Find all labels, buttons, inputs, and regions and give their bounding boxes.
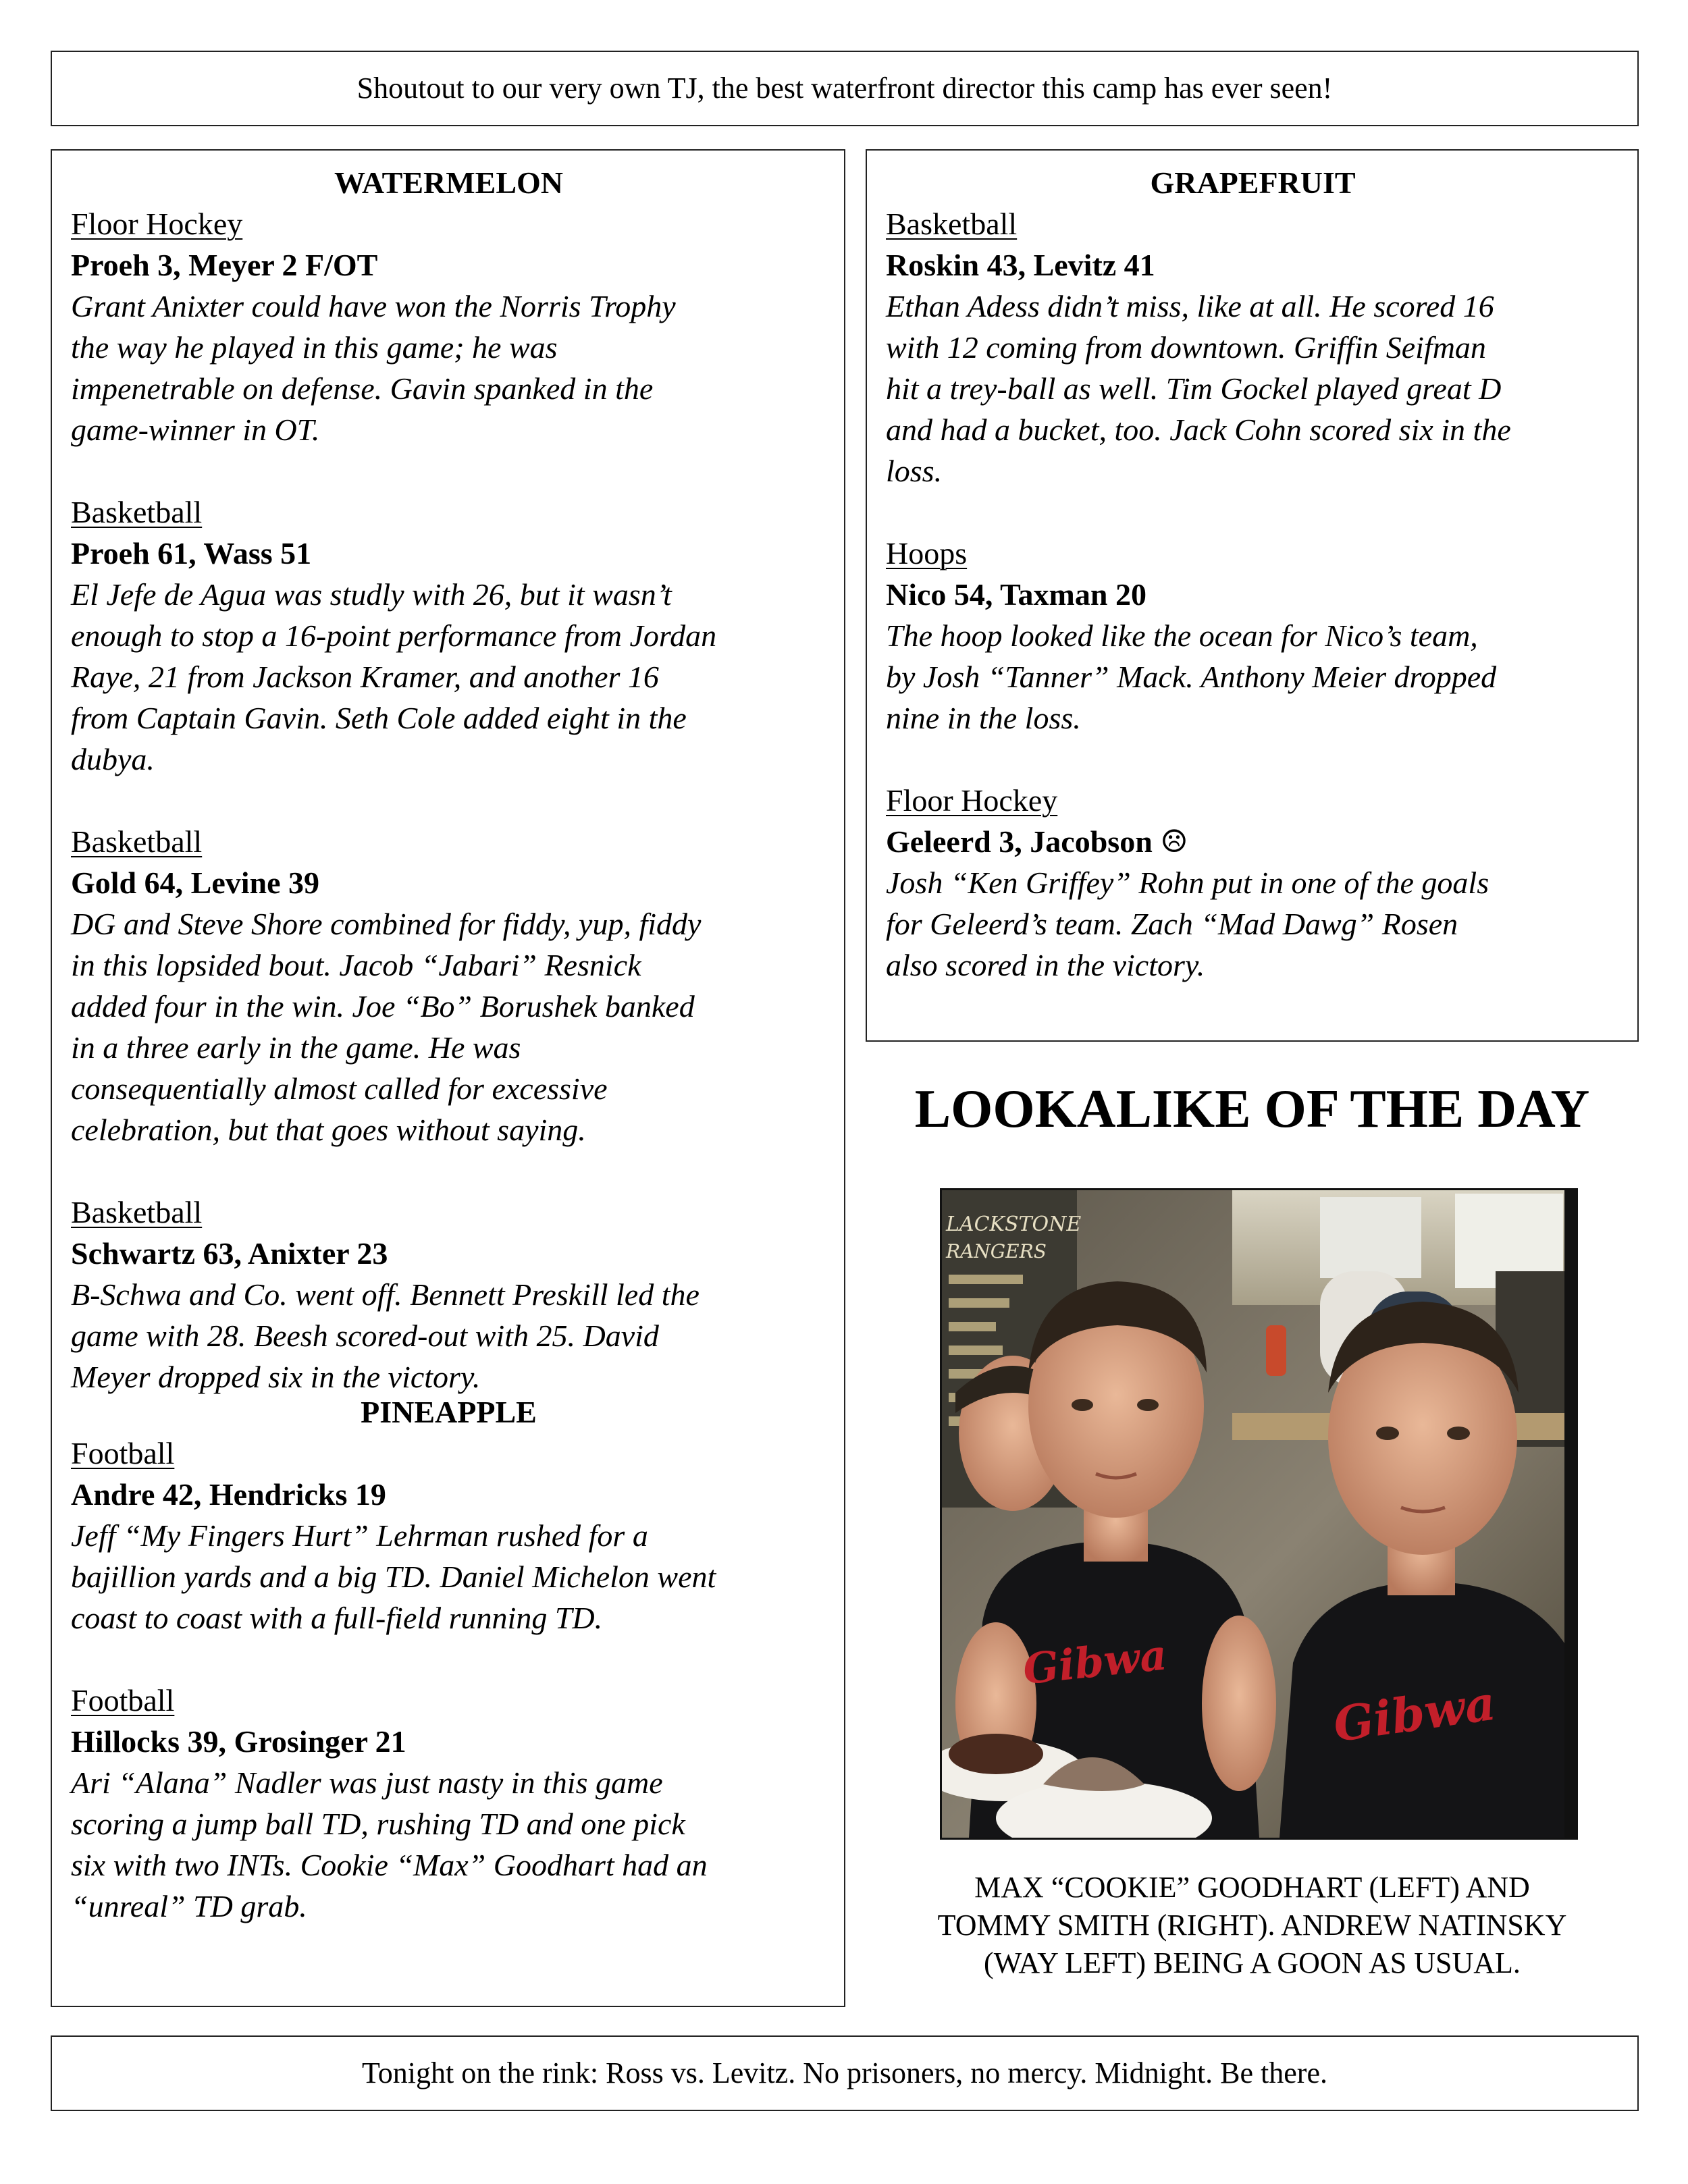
sport-label: Floor Hockey (886, 783, 1058, 818)
photo-shirt-left-text: Gibwa (1020, 1630, 1169, 1695)
game-recap-line: El Jefe de Agua was studly with 26, but it wasn’t (71, 577, 672, 612)
game-recap-line: The hoop looked like the ocean for Nico’s team, (886, 618, 1478, 653)
game-recap-line: nine in the loss. (886, 701, 1081, 735)
game-recap-line: the way he played in this game; he was (71, 330, 558, 365)
game-recap-line: Grant Anixter could have won the Norris Trophy (71, 289, 676, 323)
game-recap-line: Meyer dropped six in the victory. (71, 1360, 481, 1394)
game-recap-line: also scored in the victory. (886, 948, 1205, 982)
game-score: Proeh 3, Meyer 2 F/OT (71, 248, 378, 282)
game-score: Hillocks 39, Grosinger 21 (71, 1724, 406, 1759)
game-recap-line: six with two INTs. Cookie “Max” Goodhart had an (71, 1848, 708, 1882)
top-shoutout-banner (51, 51, 1639, 126)
sport-label: Basketball (71, 824, 203, 859)
watermelon-heading: WATERMELON (334, 165, 564, 200)
watermelon-games (71, 203, 826, 1397)
game-recap-line: coast to coast with a full-field running TD. (71, 1601, 603, 1635)
lookalike-caption (866, 1869, 1639, 1982)
grapefruit-heading: GRAPEFRUIT (1150, 165, 1356, 200)
game-recap-line: game with 28. Beesh scored-out with 25. David (71, 1319, 659, 1353)
game-score: Roskin 43, Levitz 41 (886, 248, 1155, 282)
game-entry (71, 1433, 826, 1639)
game-entry (71, 491, 826, 780)
caption-line: (WAY LEFT) BEING A GOON AS USUAL. (984, 1946, 1521, 1979)
sport-label: Basketball (71, 1195, 203, 1229)
top-banner-text: Shoutout to our very own TJ, the best waterfront director this camp has ever seen! (357, 72, 1333, 105)
game-recap-line: Ethan Adess didn’t miss, like at all. He scored 16 (886, 289, 1494, 323)
bottom-announcement-banner (51, 2035, 1639, 2111)
game-entry (71, 1680, 826, 1927)
game-recap-line: Ari “Alana” Nadler was just nasty in this game (71, 1765, 663, 1800)
sport-label: Hoops (886, 536, 968, 570)
photo-shirt-right-text: Gibwa (1329, 1674, 1499, 1753)
game-recap-line: bajillion yards and a big TD. Daniel Michelon went (71, 1560, 716, 1594)
game-recap-line: from Captain Gavin. Seth Cole added eight in the (71, 701, 687, 735)
sport-label: Football (71, 1683, 175, 1717)
game-entry (886, 203, 1620, 491)
sport-label: Basketball (71, 495, 203, 529)
photo-sign-line1: LACKSTONE (946, 1213, 1082, 1236)
right-scores-column (866, 149, 1639, 1042)
game-entry (71, 821, 826, 1150)
game-recap-line: with 12 coming from downtown. Griffin Seifman (886, 330, 1486, 365)
pineapple-games (71, 1433, 826, 1927)
game-recap-line: added four in the win. Joe “Bo” Borushek banked (71, 989, 695, 1023)
game-score: Andre 42, Hendricks 19 (71, 1477, 386, 1512)
game-recap-line: in this lopsided bout. Jacob “Jabari” Resnick (71, 948, 641, 982)
left-scores-column (51, 149, 845, 2007)
game-recap-line: and had a bucket, too. Jack Cohn scored six in the (886, 412, 1511, 447)
game-recap-line: impenetrable on defense. Gavin spanked in the (71, 371, 654, 406)
game-recap-line: consequentially almost called for excessive (71, 1071, 608, 1106)
game-recap-line: Josh “Ken Griffey” Rohn put in one of the goals (886, 865, 1489, 900)
game-recap-line: in a three early in the game. He was (71, 1030, 521, 1065)
game-recap-line: hit a trey-ball as well. Tim Gockel played great D (886, 371, 1502, 406)
lookalike-photo (940, 1188, 1578, 1840)
game-score: Nico 54, Taxman 20 (886, 577, 1146, 612)
game-score: Proeh 61, Wass 51 (71, 536, 312, 570)
bottom-banner-text: Tonight on the rink: Ross vs. Levitz. No prisoners, no mercy. Midnight. Be there. (362, 2056, 1327, 2089)
game-recap-line: celebration, but that goes without saying. (71, 1113, 586, 1147)
photo-sign-line2: RANGERS (946, 1240, 1047, 1262)
game-entry (71, 1192, 826, 1397)
game-recap-line: B-Schwa and Co. went off. Bennett Preskill led the (71, 1277, 700, 1312)
game-score: Schwartz 63, Anixter 23 (71, 1236, 388, 1271)
game-recap-line: “unreal” TD grab. (71, 1889, 307, 1923)
caption-line: TOMMY SMITH (RIGHT). ANDREW NATINSKY (937, 1909, 1567, 1942)
game-recap-line: Jeff “My Fingers Hurt” Lehrman rushed for a (71, 1518, 648, 1553)
game-score: Gold 64, Levine 39 (71, 865, 320, 900)
game-recap-line: for Geleerd’s team. Zach “Mad Dawg” Rosen (886, 907, 1458, 941)
sport-label: Football (71, 1436, 175, 1470)
caption-line: MAX “COOKIE” GOODHART (LEFT) AND (974, 1871, 1530, 1904)
game-entry (71, 203, 826, 450)
game-entry (886, 780, 1620, 986)
game-recap-line: scoring a jump ball TD, rushing TD and one pick (71, 1807, 685, 1841)
pineapple-heading: PINEAPPLE (361, 1395, 537, 1429)
lookalike-heading: LOOKALIKE OF THE DAY (914, 1080, 1590, 1139)
game-recap-line: Raye, 21 from Jackson Kramer, and another 16 (71, 660, 659, 694)
game-recap-line: game-winner in OT. (71, 412, 320, 447)
game-recap-line: enough to stop a 16-point performance from Jordan (71, 618, 717, 653)
grapefruit-games (886, 203, 1620, 986)
game-recap-line: by Josh “Tanner” Mack. Anthony Meier dropped (886, 660, 1497, 694)
game-recap-line: dubya. (71, 742, 155, 776)
game-score: Geleerd 3, Jacobson ☹ (886, 824, 1188, 859)
game-entry (886, 533, 1620, 739)
game-recap-line: loss. (886, 454, 943, 488)
game-recap-line: DG and Steve Shore combined for fiddy, yup, fiddy (71, 907, 702, 941)
sport-label: Basketball (886, 207, 1018, 241)
sport-label: Floor Hockey (71, 207, 243, 241)
